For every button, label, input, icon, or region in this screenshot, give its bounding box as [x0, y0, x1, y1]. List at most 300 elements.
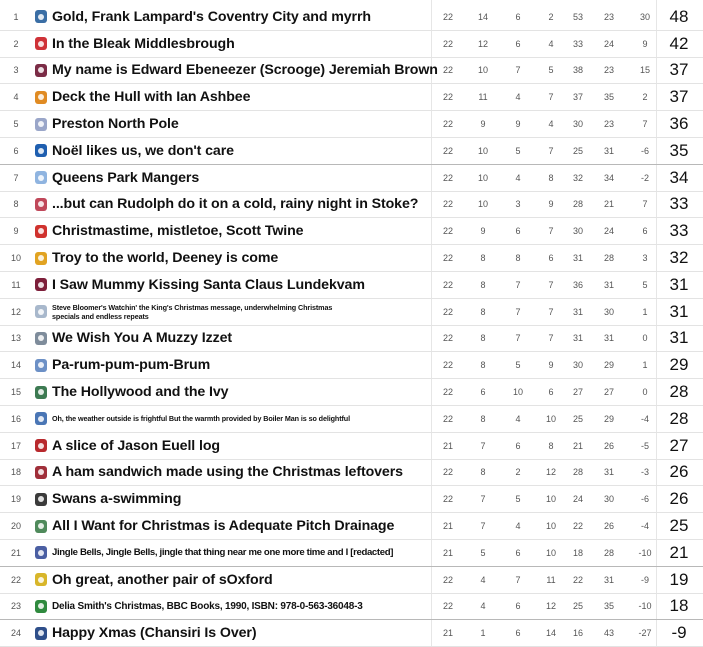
lost-cell: 10	[545, 521, 556, 532]
won-cell: 7	[480, 440, 486, 451]
team-name[interactable]: In the Bleak Middlesbrough	[52, 35, 235, 52]
position-cell: 9	[13, 226, 19, 237]
drawn-cell: 5	[515, 145, 521, 156]
goals-against-cell: 26	[603, 440, 614, 451]
goals-against-cell: 31	[603, 145, 614, 156]
lost-cell: 7	[548, 226, 554, 237]
goal-difference-cell: 0	[642, 333, 648, 344]
table-row[interactable]	[0, 486, 703, 513]
club-crest-icon	[35, 439, 47, 452]
team-name[interactable]: Oh, the weather outside is frightful But the warmth provided by Boiler Man is so delightful	[52, 414, 350, 424]
crest-emblem	[38, 550, 44, 556]
table-row[interactable]	[0, 460, 703, 487]
position-cell: 21	[10, 547, 21, 558]
won-cell: 4	[480, 601, 486, 612]
table-row[interactable]	[0, 192, 703, 219]
goal-difference-cell: 7	[642, 199, 648, 210]
played-cell: 21	[442, 440, 453, 451]
drawn-cell: 9	[515, 119, 521, 130]
position-cell: 15	[10, 387, 21, 398]
club-crest-icon	[35, 466, 47, 479]
drawn-cell: 4	[515, 92, 521, 103]
position-cell: 17	[10, 440, 21, 451]
won-cell: 10	[477, 145, 488, 156]
goal-difference-cell: 30	[639, 11, 650, 22]
goals-against-cell: 31	[603, 279, 614, 290]
goals-for-cell: 30	[572, 226, 583, 237]
goal-difference-cell: 2	[642, 92, 648, 103]
club-crest-icon	[35, 118, 47, 131]
played-cell: 22	[442, 413, 453, 424]
position-cell: 2	[13, 38, 19, 49]
goal-difference-cell: 3	[642, 253, 648, 264]
table-row[interactable]	[0, 540, 703, 567]
team-name[interactable]: Troy to the world, Deeney is come	[52, 250, 279, 267]
team-name[interactable]: Noël likes us, we don't care	[52, 142, 234, 159]
position-cell: 4	[13, 92, 19, 103]
club-crest-icon	[35, 573, 47, 586]
won-cell: 12	[477, 38, 488, 49]
team-name[interactable]: Steve Bloomer's Watchin' the King's Christmas message, underwhelming Christmas specials and endless repeats	[52, 302, 333, 321]
goal-difference-cell: -27	[638, 628, 652, 639]
won-cell: 7	[480, 521, 486, 532]
team-name[interactable]: ...but can Rudolph do it on a cold, rainy night in Stoke?	[52, 196, 419, 213]
team-name[interactable]: I Saw Mummy Kissing Santa Claus Lundekvam	[52, 276, 365, 293]
goals-for-cell: 32	[572, 172, 583, 183]
played-cell: 22	[442, 145, 453, 156]
table-row[interactable]	[0, 620, 703, 647]
goals-for-cell: 28	[572, 467, 583, 478]
goal-difference-cell: 1	[642, 360, 648, 371]
crest-emblem	[38, 335, 44, 341]
goal-difference-cell: 6	[642, 226, 648, 237]
won-cell: 10	[477, 172, 488, 183]
crest-emblem	[38, 443, 44, 449]
crest-emblem	[38, 389, 44, 395]
won-cell: 9	[480, 226, 486, 237]
points-cell: 37	[669, 87, 689, 107]
table-row[interactable]	[0, 165, 703, 192]
drawn-cell: 7	[515, 333, 521, 344]
won-cell: 6	[480, 387, 486, 398]
won-cell: 10	[477, 65, 488, 76]
played-cell: 22	[442, 306, 453, 317]
goals-for-cell: 38	[572, 65, 583, 76]
position-cell: 24	[10, 628, 21, 639]
lost-cell: 5	[548, 65, 554, 76]
won-cell: 7	[480, 494, 486, 505]
goals-against-cell: 26	[603, 521, 614, 532]
lost-cell: 8	[548, 172, 554, 183]
table-row[interactable]	[0, 58, 703, 85]
position-cell: 19	[10, 494, 21, 505]
position-cell: 22	[10, 574, 21, 585]
drawn-cell: 10	[512, 387, 523, 398]
crest-emblem	[38, 228, 44, 234]
points-cell: 33	[669, 221, 689, 241]
club-crest-icon	[35, 10, 47, 23]
club-crest-icon	[35, 225, 47, 238]
club-crest-icon	[35, 91, 47, 104]
goals-against-cell: 21	[603, 199, 614, 210]
won-cell: 5	[480, 547, 486, 558]
played-cell: 22	[442, 494, 453, 505]
position-cell: 7	[13, 172, 19, 183]
won-cell: 14	[477, 11, 488, 22]
goals-for-cell: 22	[572, 574, 583, 585]
played-cell: 22	[442, 387, 453, 398]
goals-for-cell: 25	[572, 145, 583, 156]
goal-difference-cell: 5	[642, 279, 648, 290]
goals-for-cell: 28	[572, 199, 583, 210]
position-cell: 14	[10, 360, 21, 371]
goals-for-cell: 30	[572, 360, 583, 371]
goals-against-cell: 35	[603, 601, 614, 612]
lost-cell: 7	[548, 306, 554, 317]
goal-difference-cell: 1	[642, 306, 648, 317]
table-row[interactable]	[0, 31, 703, 58]
club-crest-icon	[35, 520, 47, 533]
won-cell: 11	[478, 92, 488, 103]
goal-difference-cell: -4	[640, 413, 649, 424]
position-cell: 18	[10, 467, 21, 478]
goals-against-cell: 31	[603, 333, 614, 344]
crest-emblem	[38, 148, 44, 154]
goals-for-cell: 31	[572, 333, 583, 344]
drawn-cell: 6	[515, 226, 521, 237]
team-name[interactable]: Happy Xmas (Chansiri Is Over)	[52, 625, 257, 642]
team-name[interactable]: My name is Edward Ebeneezer (Scrooge) Jeremiah Brown	[52, 62, 438, 79]
points-cell: 31	[669, 301, 689, 321]
lost-cell: 6	[548, 387, 554, 398]
club-crest-icon	[35, 64, 47, 77]
goal-difference-cell: -5	[640, 440, 649, 451]
won-cell: 10	[477, 199, 488, 210]
goals-against-cell: 34	[603, 172, 614, 183]
table-row[interactable]	[0, 245, 703, 272]
crest-emblem	[38, 14, 44, 20]
points-cell: 35	[669, 140, 689, 160]
crest-emblem	[38, 201, 44, 207]
played-cell: 22	[442, 11, 453, 22]
crest-emblem	[38, 603, 44, 609]
crest-emblem	[38, 175, 44, 181]
crest-emblem	[38, 309, 44, 315]
club-crest-icon	[35, 412, 47, 425]
goals-against-cell: 29	[603, 360, 614, 371]
points-cell: 34	[669, 167, 689, 187]
crest-emblem	[38, 282, 44, 288]
position-cell: 3	[13, 65, 19, 76]
goals-for-cell: 25	[572, 601, 583, 612]
table-row[interactable]	[0, 326, 703, 353]
goals-against-cell: 31	[603, 467, 614, 478]
crest-emblem	[38, 577, 44, 583]
crest-emblem	[38, 630, 44, 636]
drawn-cell: 4	[515, 413, 521, 424]
drawn-cell: 7	[515, 65, 521, 76]
club-crest-icon	[35, 252, 47, 265]
points-cell: 19	[669, 569, 689, 589]
goal-difference-cell: -6	[640, 494, 649, 505]
position-cell: 6	[13, 145, 19, 156]
points-cell: 31	[669, 328, 689, 348]
lost-cell: 7	[548, 92, 554, 103]
won-cell: 8	[480, 333, 486, 344]
position-cell: 20	[10, 521, 21, 532]
goals-against-cell: 24	[603, 226, 614, 237]
table-row[interactable]	[0, 513, 703, 540]
goals-for-cell: 18	[572, 547, 583, 558]
lost-cell: 7	[548, 145, 554, 156]
crest-emblem	[38, 469, 44, 475]
club-crest-icon	[35, 171, 47, 184]
lost-cell: 12	[545, 601, 556, 612]
drawn-cell: 4	[515, 521, 521, 532]
goal-difference-cell: 9	[642, 38, 648, 49]
crest-emblem	[38, 121, 44, 127]
crest-emblem	[38, 416, 44, 422]
club-crest-icon	[35, 198, 47, 211]
table-row[interactable]	[0, 272, 703, 299]
points-cell: 48	[669, 6, 689, 26]
played-cell: 22	[442, 360, 453, 371]
drawn-cell: 3	[515, 199, 521, 210]
drawn-cell: 6	[515, 11, 521, 22]
won-cell: 1	[480, 628, 486, 639]
drawn-cell: 6	[515, 628, 521, 639]
team-name[interactable]: A ham sandwich made using the Christmas leftovers	[52, 464, 403, 481]
club-crest-icon	[35, 386, 47, 399]
goals-for-cell: 37	[572, 92, 583, 103]
points-cell: 32	[669, 248, 689, 268]
lost-cell: 14	[545, 628, 556, 639]
lost-cell: 11	[546, 574, 556, 585]
lost-cell: 9	[548, 199, 554, 210]
table-row[interactable]	[0, 433, 703, 460]
team-name[interactable]: Oh great, another pair of sOxford	[52, 571, 273, 588]
goals-for-cell: 36	[572, 279, 583, 290]
table-row[interactable]	[0, 406, 703, 433]
played-cell: 22	[442, 467, 453, 478]
table-row[interactable]	[0, 379, 703, 406]
points-cell: 37	[669, 60, 689, 80]
played-cell: 22	[442, 601, 453, 612]
crest-emblem	[38, 255, 44, 261]
points-cell: 28	[669, 408, 689, 428]
drawn-cell: 2	[515, 467, 521, 478]
team-name[interactable]: The Hollywood and the Ivy	[52, 384, 229, 401]
lost-cell: 10	[545, 413, 556, 424]
points-cell: 27	[669, 435, 689, 455]
team-name[interactable]: Delia Smith's Christmas, BBC Books, 1990, ISBN: 978-0-563-36048-3	[52, 600, 363, 612]
goals-against-cell: 28	[603, 253, 614, 264]
club-crest-icon	[35, 332, 47, 345]
played-cell: 22	[442, 65, 453, 76]
drawn-cell: 7	[515, 279, 521, 290]
table-row[interactable]	[0, 138, 703, 165]
won-cell: 8	[480, 413, 486, 424]
points-cell: 36	[669, 114, 689, 134]
position-cell: 10	[10, 253, 21, 264]
played-cell: 22	[442, 119, 453, 130]
crest-emblem	[38, 496, 44, 502]
team-name[interactable]: Pa-rum-pum-pum-Brum	[52, 357, 211, 374]
drawn-cell: 5	[515, 360, 521, 371]
won-cell: 8	[480, 253, 486, 264]
position-cell: 12	[10, 306, 21, 317]
position-cell: 16	[10, 413, 21, 424]
won-cell: 8	[480, 467, 486, 478]
goal-difference-cell: -9	[640, 574, 649, 585]
points-cell: 26	[669, 462, 689, 482]
goals-against-cell: 27	[603, 387, 614, 398]
played-cell: 22	[442, 199, 453, 210]
drawn-cell: 6	[515, 601, 521, 612]
drawn-cell: 4	[515, 172, 521, 183]
played-cell: 21	[442, 628, 453, 639]
table-row[interactable]	[0, 84, 703, 111]
club-crest-icon	[35, 546, 47, 559]
crest-emblem	[38, 94, 44, 100]
points-cell: 31	[669, 274, 689, 294]
goal-difference-cell: -3	[640, 467, 649, 478]
goal-difference-cell: -4	[640, 521, 649, 532]
goals-against-cell: 24	[603, 38, 614, 49]
goals-for-cell: 25	[572, 413, 583, 424]
won-cell: 8	[480, 360, 486, 371]
drawn-cell: 5	[515, 494, 521, 505]
goals-for-cell: 24	[572, 494, 583, 505]
played-cell: 22	[442, 333, 453, 344]
table-row[interactable]	[0, 352, 703, 379]
team-name[interactable]: Preston North Pole	[52, 116, 179, 133]
points-cell: 28	[669, 382, 689, 402]
goals-against-cell: 30	[603, 306, 614, 317]
team-name[interactable]: Jingle Bells, Jingle Bells, jingle that thing near me one more time and I [redacted]	[52, 547, 394, 559]
played-cell: 22	[442, 279, 453, 290]
played-cell: 22	[442, 38, 453, 49]
crest-emblem	[38, 523, 44, 529]
lost-cell: 10	[545, 494, 556, 505]
club-crest-icon	[35, 627, 47, 640]
goals-against-cell: 29	[603, 413, 614, 424]
drawn-cell: 7	[515, 306, 521, 317]
goal-difference-cell: -10	[638, 547, 652, 558]
lost-cell: 8	[548, 440, 554, 451]
goals-against-cell: 31	[603, 574, 614, 585]
goal-difference-cell: 7	[642, 119, 648, 130]
club-crest-icon	[35, 493, 47, 506]
drawn-cell: 6	[515, 547, 521, 558]
table-row[interactable]	[0, 4, 703, 31]
played-cell: 22	[442, 92, 453, 103]
lost-cell: 6	[548, 253, 554, 264]
club-crest-icon	[35, 359, 47, 372]
points-cell: 26	[669, 489, 689, 509]
lost-cell: 4	[548, 119, 554, 130]
points-cell: 33	[669, 194, 689, 214]
won-cell: 8	[480, 306, 486, 317]
drawn-cell: 6	[515, 440, 521, 451]
team-name[interactable]: Queens Park Mangers	[52, 169, 200, 186]
points-cell: 25	[669, 516, 689, 536]
table-row[interactable]	[0, 567, 703, 594]
goal-difference-cell: -6	[640, 145, 649, 156]
team-name[interactable]: Deck the Hull with Ian Ashbee	[52, 89, 251, 106]
table-row[interactable]	[0, 111, 703, 138]
goals-against-cell: 23	[603, 119, 614, 130]
lost-cell: 4	[548, 38, 554, 49]
table-row[interactable]	[0, 218, 703, 245]
points-cell: 42	[669, 33, 689, 53]
team-name[interactable]: Gold, Frank Lampard's Coventry City and myrrh	[52, 8, 371, 25]
position-cell: 23	[10, 601, 21, 612]
position-cell: 11	[11, 279, 21, 290]
crest-emblem	[38, 362, 44, 368]
lost-cell: 12	[545, 467, 556, 478]
club-crest-icon	[35, 600, 47, 613]
played-cell: 22	[442, 574, 453, 585]
goals-against-cell: 43	[603, 628, 614, 639]
points-cell: 29	[669, 355, 689, 375]
team-name[interactable]: Swans a-swimming	[52, 491, 182, 508]
goals-for-cell: 31	[572, 253, 583, 264]
lost-cell: 9	[548, 360, 554, 371]
team-name[interactable]: Christmastime, mistletoe, Scott Twine	[52, 223, 304, 240]
drawn-cell: 6	[515, 38, 521, 49]
lost-cell: 10	[545, 547, 556, 558]
played-cell: 21	[442, 547, 453, 558]
goals-for-cell: 53	[572, 11, 583, 22]
won-cell: 8	[480, 279, 486, 290]
played-cell: 22	[442, 253, 453, 264]
points-cell: 21	[669, 542, 689, 562]
crest-emblem	[38, 67, 44, 73]
club-crest-icon	[35, 144, 47, 157]
goals-against-cell: 30	[603, 494, 614, 505]
position-cell: 13	[10, 333, 21, 344]
team-name[interactable]: We Wish You A Muzzy Izzet	[52, 330, 232, 347]
played-cell: 22	[442, 172, 453, 183]
won-cell: 4	[480, 574, 486, 585]
table-row[interactable]	[0, 594, 703, 621]
table-row[interactable]	[0, 299, 703, 326]
lost-cell: 2	[548, 11, 554, 22]
goal-difference-cell: -10	[638, 601, 652, 612]
goals-against-cell: 35	[603, 92, 614, 103]
goals-for-cell: 16	[572, 628, 583, 639]
goals-for-cell: 21	[572, 440, 583, 451]
goals-for-cell: 30	[572, 119, 583, 130]
position-cell: 8	[13, 199, 19, 210]
goal-difference-cell: 15	[639, 65, 650, 76]
club-crest-icon	[35, 305, 47, 318]
team-name[interactable]: A slice of Jason Euell log	[52, 437, 220, 454]
goals-against-cell: 23	[603, 65, 614, 76]
position-cell: 1	[13, 11, 19, 22]
goal-difference-cell: 0	[642, 387, 648, 398]
club-crest-icon	[35, 37, 47, 50]
goals-for-cell: 22	[572, 521, 583, 532]
crest-emblem	[38, 41, 44, 47]
team-name[interactable]: All I Want for Christmas is Adequate Pitch Drainage	[52, 518, 395, 535]
points-cell: -9	[671, 623, 687, 643]
goals-for-cell: 33	[572, 38, 583, 49]
goals-for-cell: 27	[572, 387, 583, 398]
played-cell: 22	[442, 226, 453, 237]
lost-cell: 7	[548, 279, 554, 290]
